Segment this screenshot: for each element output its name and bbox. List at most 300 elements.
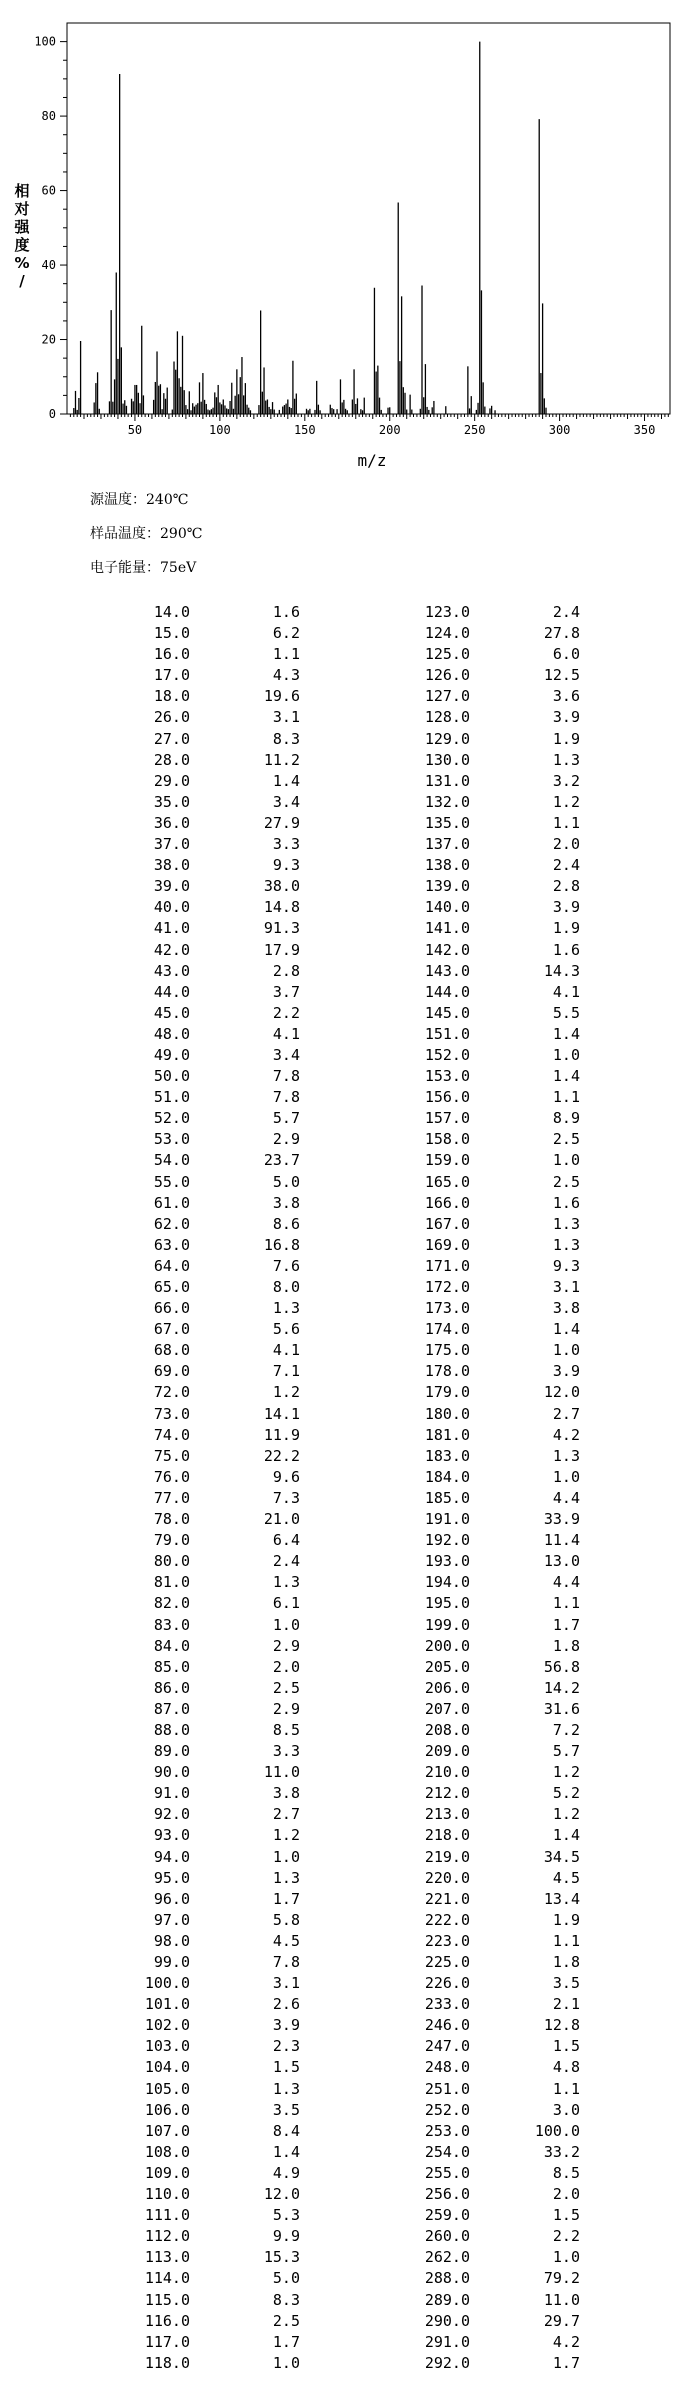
mz-cell: 221.0 — [424, 1889, 470, 1908]
source-temperature: 源温度：240℃ — [90, 492, 189, 508]
intensity-cell: 1.5 — [272, 2058, 300, 2077]
table-row — [0, 1804, 696, 1825]
intensity-cell: 1.7 — [272, 2332, 300, 2351]
mz-cell: 101.0 — [144, 1995, 190, 2014]
table-row — [0, 2290, 696, 2311]
intensity-cell: 6.1 — [272, 1594, 300, 1613]
mz-cell: 132.0 — [424, 792, 470, 811]
intensity-cell: 4.8 — [552, 2058, 580, 2077]
mz-cell: 192.0 — [424, 1531, 470, 1550]
mz-cell: 174.0 — [424, 1320, 470, 1339]
intensity-cell: 15.3 — [263, 2248, 300, 2267]
axis-ticks — [34, 35, 668, 437]
intensity-cell: 8.3 — [272, 729, 300, 748]
mz-cell: 72.0 — [153, 1383, 190, 1402]
mz-cell: 107.0 — [144, 2121, 190, 2140]
mz-cell: 114.0 — [144, 2269, 190, 2288]
intensity-cell: 14.1 — [263, 1404, 300, 1423]
table-row — [0, 2226, 696, 2247]
table-row — [0, 1087, 696, 1108]
mz-cell: 220.0 — [424, 1868, 470, 1887]
table-row — [0, 729, 696, 750]
mz-cell: 290.0 — [424, 2311, 470, 2330]
mz-cell: 175.0 — [424, 1341, 470, 1360]
intensity-cell: 79.2 — [543, 2269, 580, 2288]
mz-cell: 181.0 — [424, 1425, 470, 1444]
intensity-cell: 2.4 — [272, 1552, 300, 1571]
table-row — [0, 1361, 696, 1382]
table-row — [0, 602, 696, 623]
mz-cell: 291.0 — [424, 2332, 470, 2351]
table-row — [0, 1003, 696, 1024]
intensity-cell: 16.8 — [263, 1235, 300, 1254]
intensity-cell: 4.1 — [552, 982, 580, 1001]
mz-cell: 37.0 — [153, 835, 190, 854]
intensity-cell: 1.2 — [272, 1826, 300, 1845]
intensity-cell: 2.4 — [552, 856, 580, 875]
table-row — [0, 2057, 696, 2078]
table-row — [0, 1277, 696, 1298]
mz-cell: 152.0 — [424, 1045, 470, 1064]
intensity-cell: 1.1 — [552, 1931, 580, 1950]
mz-cell: 64.0 — [153, 1256, 190, 1275]
sample-temperature: 样品温度：290℃ — [90, 526, 203, 542]
intensity-cell: 3.1 — [552, 1278, 580, 1296]
intensity-cell: 11.4 — [543, 1531, 580, 1550]
table-row — [0, 1024, 696, 1045]
mz-cell: 209.0 — [424, 1742, 470, 1761]
intensity-cell: 8.6 — [272, 1214, 300, 1233]
table-row — [0, 1340, 696, 1361]
mz-cell: 156.0 — [424, 1088, 470, 1107]
intensity-cell: 1.4 — [552, 1826, 580, 1845]
mz-cell: 53.0 — [153, 1130, 190, 1149]
peak-table — [0, 602, 696, 2374]
mz-cell: 205.0 — [424, 1657, 470, 1676]
intensity-cell: 1.0 — [552, 1045, 580, 1064]
intensity-cell: 8.5 — [272, 1720, 300, 1739]
intensity-cell: 27.9 — [263, 813, 300, 832]
mz-cell: 193.0 — [424, 1552, 470, 1571]
mz-cell: 69.0 — [153, 1362, 190, 1381]
mz-cell: 255.0 — [424, 2163, 470, 2182]
intensity-cell: 7.3 — [272, 1488, 300, 1507]
table-row — [0, 1762, 696, 1783]
intensity-cell: 1.8 — [552, 1953, 580, 1971]
x-tick-label: 50 — [127, 423, 143, 437]
intensity-cell: 29.7 — [543, 2311, 580, 2330]
intensity-cell: 22.2 — [263, 1446, 300, 1465]
intensity-cell: 1.2 — [272, 1383, 300, 1402]
intensity-cell: 1.3 — [552, 1446, 580, 1465]
intensity-cell: 2.3 — [272, 2037, 300, 2056]
mz-cell: 29.0 — [153, 771, 190, 790]
mz-cell: 27.0 — [153, 729, 190, 748]
table-row — [0, 1593, 696, 1614]
table-row — [0, 1509, 696, 1530]
intensity-cell: 9.3 — [552, 1256, 580, 1275]
mz-cell: 89.0 — [153, 1742, 190, 1761]
mz-cell: 125.0 — [424, 645, 470, 664]
intensity-cell: 6.2 — [272, 624, 300, 643]
intensity-cell: 7.8 — [272, 1067, 300, 1086]
table-row — [0, 2079, 696, 2100]
intensity-cell: 2.2 — [272, 1003, 300, 1022]
mz-cell: 79.0 — [153, 1531, 190, 1550]
mz-cell: 141.0 — [424, 919, 470, 938]
intensity-cell: 12.0 — [263, 2185, 300, 2204]
electron-energy: 电子能量：75eV — [90, 560, 197, 576]
y-tick-label: 80 — [41, 109, 56, 124]
intensity-cell: 1.2 — [552, 1805, 580, 1824]
intensity-cell: 2.4 — [552, 603, 580, 621]
table-row — [0, 707, 696, 728]
x-tick-label: 100 — [209, 423, 231, 437]
intensity-cell: 3.9 — [552, 708, 580, 727]
mz-cell: 191.0 — [424, 1510, 470, 1529]
mz-cell: 183.0 — [424, 1446, 470, 1465]
intensity-cell: 2.2 — [552, 2227, 580, 2246]
intensity-cell: 3.2 — [552, 771, 580, 790]
mz-cell: 83.0 — [153, 1615, 190, 1634]
intensity-cell: 2.8 — [272, 961, 300, 980]
mz-cell: 130.0 — [424, 750, 470, 769]
mz-cell: 142.0 — [424, 940, 470, 959]
mz-cell: 289.0 — [424, 2290, 470, 2309]
intensity-cell: 9.9 — [272, 2227, 300, 2246]
mz-cell: 16.0 — [153, 645, 190, 664]
table-row — [0, 2332, 696, 2353]
intensity-cell: 2.9 — [272, 1130, 300, 1149]
mz-cell: 179.0 — [424, 1383, 470, 1402]
intensity-cell: 4.5 — [272, 1931, 300, 1950]
mz-cell: 166.0 — [424, 1193, 470, 1212]
mz-cell: 91.0 — [153, 1784, 190, 1803]
intensity-cell: 1.0 — [552, 1151, 580, 1170]
intensity-cell: 1.4 — [552, 1320, 580, 1339]
table-row — [0, 1319, 696, 1340]
mz-cell: 65.0 — [153, 1278, 190, 1296]
intensity-cell: 3.3 — [272, 1742, 300, 1761]
table-row — [0, 2247, 696, 2268]
mz-cell: 50.0 — [153, 1067, 190, 1086]
intensity-cell: 9.3 — [272, 856, 300, 875]
mz-cell: 223.0 — [424, 1931, 470, 1950]
intensity-cell: 8.0 — [272, 1278, 300, 1296]
mz-cell: 68.0 — [153, 1341, 190, 1360]
intensity-cell: 1.3 — [272, 2079, 300, 2098]
table-row — [0, 1150, 696, 1171]
intensity-cell: 12.8 — [543, 2016, 580, 2035]
table-row — [0, 1720, 696, 1741]
intensity-cell: 3.8 — [272, 1784, 300, 1803]
mz-cell: 116.0 — [144, 2311, 190, 2330]
intensity-cell: 4.4 — [552, 1488, 580, 1507]
intensity-cell: 5.7 — [552, 1742, 580, 1761]
mz-cell: 87.0 — [153, 1699, 190, 1718]
mz-cell: 128.0 — [424, 708, 470, 727]
intensity-cell: 1.4 — [552, 1067, 580, 1086]
mz-cell: 213.0 — [424, 1805, 470, 1824]
table-row — [0, 2015, 696, 2036]
mz-cell: 219.0 — [424, 1847, 470, 1866]
intensity-cell: 1.5 — [552, 2037, 580, 2056]
intensity-cell: 3.9 — [552, 1362, 580, 1381]
x-tick-label: 200 — [378, 423, 401, 437]
intensity-cell: 1.0 — [552, 1467, 580, 1486]
intensity-cell: 3.9 — [272, 2016, 300, 2035]
table-row — [0, 876, 696, 897]
intensity-cell: 3.8 — [272, 1193, 300, 1212]
intensity-cell: 1.0 — [272, 2353, 300, 2372]
table-row — [0, 834, 696, 855]
mz-cell: 51.0 — [153, 1088, 190, 1107]
table-row — [0, 1108, 696, 1129]
mz-cell: 127.0 — [424, 687, 470, 706]
intensity-cell: 31.6 — [543, 1699, 580, 1718]
intensity-cell: 1.8 — [552, 1636, 580, 1655]
intensity-cell: 2.8 — [552, 877, 580, 896]
intensity-cell: 1.7 — [552, 2353, 580, 2372]
intensity-cell: 5.0 — [272, 2269, 300, 2288]
table-row — [0, 1657, 696, 1678]
intensity-cell: 5.5 — [552, 1003, 580, 1022]
mz-cell: 208.0 — [424, 1720, 470, 1739]
intensity-cell: 1.6 — [272, 603, 300, 621]
mz-cell: 76.0 — [153, 1467, 190, 1486]
intensity-cell: 3.5 — [272, 2100, 300, 2119]
intensity-cell: 1.3 — [272, 1868, 300, 1887]
mz-cell: 218.0 — [424, 1826, 470, 1845]
intensity-cell: 1.7 — [552, 1615, 580, 1634]
table-row — [0, 1467, 696, 1488]
table-row — [0, 1129, 696, 1150]
mz-cell: 43.0 — [153, 961, 190, 980]
intensity-cell: 2.9 — [272, 1699, 300, 1718]
table-row — [0, 1973, 696, 1994]
table-row — [0, 2163, 696, 2184]
mz-cell: 260.0 — [424, 2227, 470, 2246]
mz-cell: 246.0 — [424, 2016, 470, 2035]
mz-cell: 14.0 — [153, 603, 190, 621]
intensity-cell: 2.5 — [552, 1172, 580, 1191]
x-axis-label: m/z — [357, 451, 387, 470]
mz-cell: 15.0 — [153, 624, 190, 643]
intensity-cell: 12.5 — [543, 666, 580, 685]
table-row — [0, 686, 696, 707]
intensity-cell: 1.3 — [552, 1235, 580, 1254]
peak-bars — [74, 42, 546, 414]
intensity-cell: 1.4 — [552, 1024, 580, 1043]
table-row — [0, 2311, 696, 2332]
intensity-cell: 5.3 — [272, 2206, 300, 2225]
intensity-cell: 7.6 — [272, 1256, 300, 1275]
table-row — [0, 1994, 696, 2015]
table-row — [0, 2121, 696, 2142]
mz-cell: 44.0 — [153, 982, 190, 1001]
intensity-cell: 4.2 — [552, 1425, 580, 1444]
mz-cell: 135.0 — [424, 813, 470, 832]
mz-cell: 124.0 — [424, 624, 470, 643]
intensity-cell: 2.1 — [552, 1995, 580, 2014]
table-row — [0, 1256, 696, 1277]
intensity-cell: 34.5 — [543, 1847, 580, 1866]
mz-cell: 153.0 — [424, 1067, 470, 1086]
mz-cell: 206.0 — [424, 1678, 470, 1697]
intensity-cell: 100.0 — [534, 2121, 580, 2140]
intensity-cell: 2.9 — [272, 1636, 300, 1655]
intensity-cell: 13.0 — [543, 1552, 580, 1571]
mz-cell: 210.0 — [424, 1763, 470, 1782]
intensity-cell: 9.6 — [272, 1467, 300, 1486]
intensity-cell: 1.6 — [552, 1193, 580, 1212]
intensity-cell: 11.2 — [263, 750, 300, 769]
intensity-cell: 2.5 — [552, 1130, 580, 1149]
mz-cell: 67.0 — [153, 1320, 190, 1339]
table-row — [0, 2100, 696, 2121]
mz-cell: 28.0 — [153, 750, 190, 769]
intensity-cell: 6.0 — [552, 645, 580, 664]
intensity-cell: 3.4 — [272, 792, 300, 811]
mz-cell: 254.0 — [424, 2142, 470, 2161]
table-row — [0, 2205, 696, 2226]
intensity-cell: 3.8 — [552, 1299, 580, 1318]
table-row — [0, 1741, 696, 1762]
intensity-cell: 1.9 — [552, 729, 580, 748]
mz-cell: 252.0 — [424, 2100, 470, 2119]
intensity-cell: 1.9 — [552, 919, 580, 938]
intensity-cell: 3.0 — [552, 2100, 580, 2119]
table-row — [0, 1045, 696, 1066]
mz-cell: 292.0 — [424, 2353, 470, 2372]
intensity-cell: 33.9 — [543, 1510, 580, 1529]
mz-cell: 38.0 — [153, 856, 190, 875]
mz-cell: 97.0 — [153, 1910, 190, 1929]
intensity-cell: 1.2 — [552, 792, 580, 811]
mz-cell: 129.0 — [424, 729, 470, 748]
table-row — [0, 792, 696, 813]
mz-cell: 99.0 — [153, 1953, 190, 1971]
intensity-cell: 2.5 — [272, 1678, 300, 1697]
table-row — [0, 813, 696, 834]
mz-cell: 92.0 — [153, 1805, 190, 1824]
intensity-cell: 3.9 — [552, 898, 580, 917]
mz-cell: 94.0 — [153, 1847, 190, 1866]
y-tick-label: 20 — [41, 332, 56, 347]
mz-cell: 36.0 — [153, 813, 190, 832]
mz-cell: 131.0 — [424, 771, 470, 790]
mz-cell: 178.0 — [424, 1362, 470, 1381]
table-row — [0, 665, 696, 686]
mz-cell: 184.0 — [424, 1467, 470, 1486]
intensity-cell: 4.9 — [272, 2163, 300, 2182]
table-row — [0, 1446, 696, 1467]
table-row — [0, 1699, 696, 1720]
table-row — [0, 940, 696, 961]
mz-cell: 139.0 — [424, 877, 470, 896]
intensity-cell: 1.4 — [272, 2142, 300, 2161]
mz-cell: 75.0 — [153, 1446, 190, 1465]
mz-cell: 169.0 — [424, 1235, 470, 1254]
mz-cell: 82.0 — [153, 1594, 190, 1613]
mz-cell: 45.0 — [153, 1003, 190, 1022]
intensity-cell: 1.1 — [552, 1594, 580, 1613]
mz-cell: 167.0 — [424, 1214, 470, 1233]
intensity-cell: 4.1 — [272, 1024, 300, 1043]
intensity-cell: 1.3 — [552, 750, 580, 769]
mz-cell: 41.0 — [153, 919, 190, 938]
intensity-cell: 4.5 — [552, 1868, 580, 1887]
mz-cell: 248.0 — [424, 2058, 470, 2077]
mz-cell: 212.0 — [424, 1784, 470, 1803]
table-row — [0, 1066, 696, 1087]
mz-cell: 104.0 — [144, 2058, 190, 2077]
y-tick-label: 100 — [34, 34, 56, 49]
intensity-cell: 13.4 — [543, 1889, 580, 1908]
table-row — [0, 1847, 696, 1868]
mz-cell: 81.0 — [153, 1573, 190, 1592]
x-tick-label: 250 — [463, 423, 486, 437]
intensity-cell: 1.4 — [272, 771, 300, 790]
mz-cell: 115.0 — [144, 2290, 190, 2309]
mz-cell: 109.0 — [144, 2163, 190, 2182]
intensity-cell: 1.1 — [552, 813, 580, 832]
mz-cell: 93.0 — [153, 1826, 190, 1845]
intensity-cell: 14.3 — [543, 961, 580, 980]
table-row — [0, 1636, 696, 1657]
intensity-cell: 21.0 — [263, 1510, 300, 1529]
mz-cell: 52.0 — [153, 1109, 190, 1128]
mz-cell: 225.0 — [424, 1953, 470, 1971]
mz-cell: 42.0 — [153, 940, 190, 959]
mz-cell: 117.0 — [144, 2332, 190, 2351]
intensity-cell: 23.7 — [263, 1151, 300, 1170]
mz-cell: 103.0 — [144, 2037, 190, 2056]
mass-spectrum-chart — [0, 0, 696, 470]
y-axis-label: 相对强度% / — [14, 182, 30, 290]
mz-cell: 126.0 — [424, 666, 470, 685]
mz-cell: 85.0 — [153, 1657, 190, 1676]
mz-cell: 144.0 — [424, 982, 470, 1001]
table-row — [0, 1193, 696, 1214]
mz-cell: 140.0 — [424, 898, 470, 917]
intensity-cell: 5.2 — [552, 1784, 580, 1803]
mz-cell: 26.0 — [153, 708, 190, 727]
mz-cell: 247.0 — [424, 2037, 470, 2056]
table-row — [0, 1235, 696, 1256]
mz-cell: 39.0 — [153, 877, 190, 896]
intensity-cell: 2.7 — [552, 1404, 580, 1423]
intensity-cell: 4.3 — [272, 666, 300, 685]
mz-cell: 113.0 — [144, 2248, 190, 2267]
intensity-cell: 1.0 — [272, 1847, 300, 1866]
intensity-cell: 17.9 — [263, 940, 300, 959]
intensity-cell: 2.0 — [552, 2185, 580, 2204]
mz-cell: 110.0 — [144, 2185, 190, 2204]
x-tick-label: 300 — [548, 423, 571, 437]
intensity-cell: 7.2 — [552, 1720, 580, 1739]
intensity-cell: 5.0 — [272, 1172, 300, 1191]
table-row — [0, 1825, 696, 1846]
mz-cell: 159.0 — [424, 1151, 470, 1170]
intensity-cell: 5.6 — [272, 1320, 300, 1339]
mz-cell: 172.0 — [424, 1278, 470, 1296]
mz-cell: 195.0 — [424, 1594, 470, 1613]
intensity-cell: 8.5 — [552, 2163, 580, 2182]
y-tick-label: 40 — [41, 258, 56, 273]
intensity-cell: 4.1 — [272, 1341, 300, 1360]
mz-cell: 200.0 — [424, 1636, 470, 1655]
